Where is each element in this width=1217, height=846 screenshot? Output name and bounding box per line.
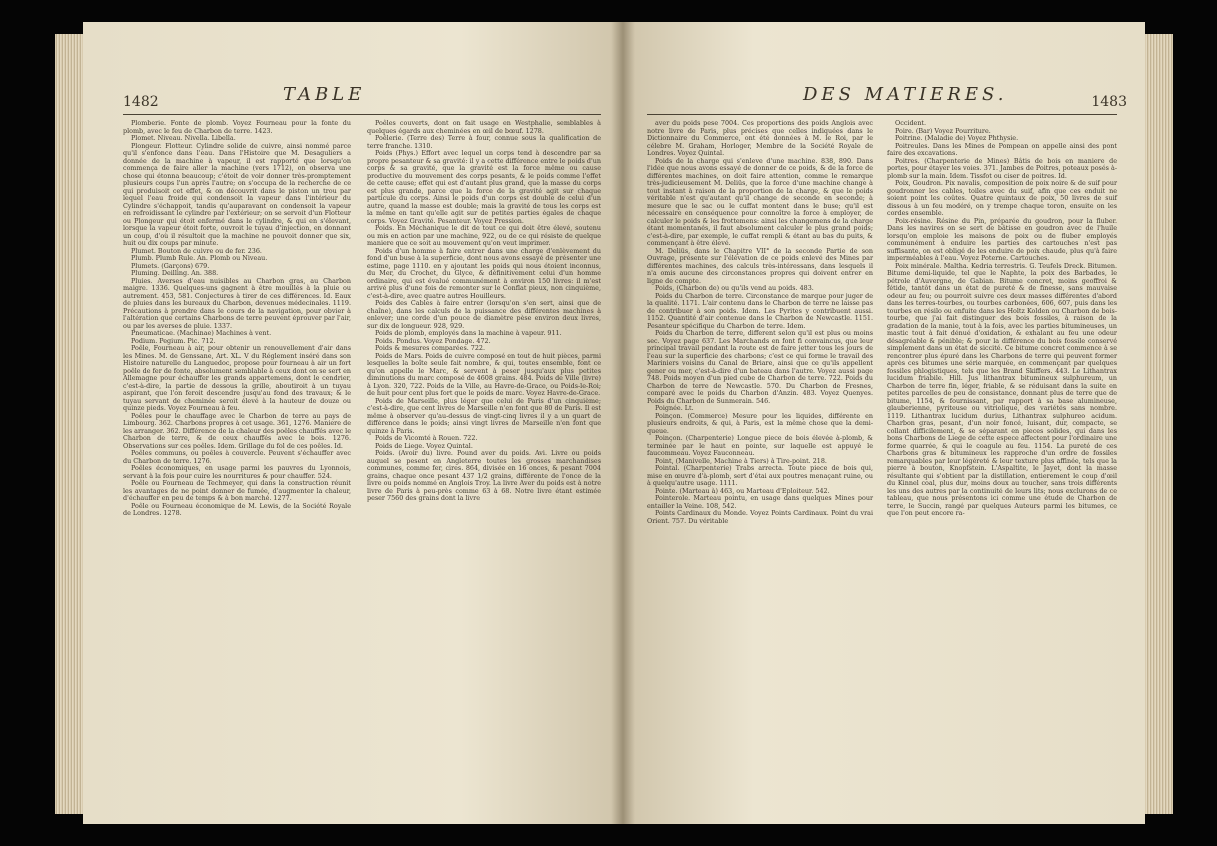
- index-entry: Poignée. Lt.: [655, 404, 694, 412]
- right-page-edges: [1143, 34, 1173, 814]
- index-entry: Poids de Marseille, plus léger que celui de Paris d'un cinquième; c'est-à-dire, que cent livres de Marseille n'en font que 80 de Paris. Il est même à observer qu'au-dessus de vingt-cinq livres il y a un quart de différence dans le poids; ainsi vingt livres de Marseille n'en font que quinze à Paris.: [367, 396, 601, 435]
- index-entry: Poêles couverts, dont on fait usage en Westphalie, semblables à quelques égards aux cheminées en œil de bœuf. 1278.: [367, 119, 601, 135]
- book-gutter: [611, 22, 635, 824]
- index-entry: Poix minérale. Maltha. Kedria terrestris. G. Teufels Dreck. Bitumen. Bitume demi-liquide, tel que le Naphte, la poix des Barbades, le pétrole d'Auvergne, de Gabian. Bitume concret, moins geoffroi & fétide, tantôt dans un état de pureté & de finesse, sans mauvaise odeur au feu; ou pourroit suivre ces deux masses différentes d'abord dans les terres-tourbes, ou tourbes carbonées, 606, 607, puis dans les tourbes en résilo ou enfuite dans les Holtz Kolden ou Charbon de bois-tourbe, que j'ai fait distinguer des bois fossiles, à raison de la gradation de la manie, tout à la fois, avec les parties bitumineuses, un mastic tout à fait dénué d'oxidation, & exhalant au feu une odeur désagréable & pénible; & pour la différence du bois fossile conservé simplement dans un état de siccité. Ce bitume concret commence à se rencontrer plus épuré dans les Charbons de terre qui peuvent former après ces bitumes une série marquée, en commençant par quelques fossiles phlogistiques, tels que les Brand Skiffers. 443. Le Lithantrax lucidum friabile. Hill. Jus lithantrax bitumineux sulphureum, un Charbon de terre fin, léger, friable, & se réduisant dans la suite en petites parcelles de peu de consistance, donnant plus de terre que de bitume, 1154, & fournissant, par rapport à sa base alumineuse, glauberienne, pyriteuse ou vitriolique, des variétés sans nombre. 1119. Lithantrax lucidum durius, Lithantrax sulphureo acidum. Charbon gras, pesant, d'un noir foncé, luisant, dur, compacte, se collant difficilement, & se séparant en pieces solides, qui dans les bons Charbons de Liege de cette espece affectent pour l'ordinaire une forme quarrée, & qui le coagule au feu. 1154. La pureté de ces Charbons gras & bitumineux les rapproche d'un ordre de fossiles remarquables par leur légéreté & leur texture plus affinée, tels que la pierre à bouton, Knopfstein. L'Aspaltite, le Jayet, dont la masse résultante qui s'obtient par la distillation, entierement le coup d'œil du Kinnel coal, plus dur, moins doux au toucher, sans trois différents les uns des autres par la continuité de leurs lits; nous exclurons de ce tableau, que nous présentons ici comme une étude de Charbon de terre, le Succin, rangé par quelques Auteurs parmi les bitumes, ce que l'on peut encore ra-: [887, 261, 1117, 517]
- index-entry: Poitres. (Charpenterie de Mines) Bâtis de bois en maniere de portes, pour étayer les voies. 371. Jambes de Poitres, poteaux posés à-plomb sur la main. Idem. Tissfot ou ciser de poitres. Id.: [887, 156, 1117, 180]
- index-entry: M. Deliüs, dans le Chapitre VII° de la seconde Partie de son Ouvrage, présente sur l'élévation de ce poids enlevé des Mines par différentes machines, des calculs très-intéressans, dans lesquels il n'a omis aucune des circonstances propres qui doivent entrer en ligne de compte.: [647, 246, 873, 285]
- index-entry: Pneumaticae. (Machinae) Machines à vent.: [131, 329, 272, 337]
- index-entry: Poids de la charge qui s'enleve d'une machine. 838, 890. Dans l'idée que nous avons essayé de donner de ce poids, & de la force de différentes machines, on doit faire attention, comme le remarque très-judicieusement M. Deliüs, que la force d'une machine change à tout instant à raison de la proportion de la charge, & que le poids véritable n'est qu'autant qu'il change de seconde en seconde; à mesure que le sac ou le cuffat montent dans le buse; qu'il est nécessaire en conséquence pour connoître la force à employer, de calculer le poids & les frottemens: ainsi les changemens de la charge étant momentanés, il faut absolument calculer le plus grand poids; c'est-à-dire, par exemple, le cuffat rempli & étant au bas du puits, & commençant à être élevé.: [647, 156, 873, 247]
- index-entry: Podium. Pegium. Pic. 712.: [131, 336, 216, 345]
- index-entry: Poids du Charbon de terre. Circonstance de marque pour juger de la qualité. 1171. L'air contenu dans le Charbon de terre ne laisse pas de contribuer à son poids. Idem. Les Pyrites y contribuent aussi. 1152. Quantité d'air contenue dans le Charbon de Newcastle. 1151. Pesanteur spécifique du Charbon de terre. Idem.: [647, 291, 873, 330]
- header-rule-right: [647, 114, 1117, 115]
- index-entry: Plumb. Plumb Rule. An. Plomb ou Niveau.: [131, 254, 268, 262]
- index-entry: Poids de Mars. Poids de cuivre composé en tout de huit pièces, parmi lesquelles la boîte seule fait nombre, & qui, toutes ensemble, font ce qu'on appelle le Marc, & servent à peser jusqu'aux plus petites diminutions du marc composé de 4608 grains. 484. Poids de Ville (livre) à Lyon. 320, 722. Poids de la Ville, au Havre-de-Grace, ou Poids-le-Roi; de huit pour cent plus fort que le poids de marc. Voyez Havre-de-Grace.: [367, 351, 601, 397]
- index-entry: Occident.: [895, 119, 927, 127]
- index-entry: Plumets. (Garçons) 679.: [131, 261, 210, 270]
- index-entry: Poids de Vicomté à Rouen. 722.: [375, 434, 478, 442]
- index-entry: Poids, (Charbon de) ou qu'ils vend au poids. 483.: [655, 284, 814, 292]
- header-rule-left: [123, 114, 601, 115]
- index-entry: Poids. (Avoir du) livre. Pound aver du poids. Avi. Livre ou poids auquel se pesent en Angleterre toutes les grosses marchandises communes, comme fer, cires. 864, divisée en 16 onces, & pesant 7004 grains, chaque once pesant 437 1/2 grains, différente de l'once de la livre ou poids nommé en Anglois Troy. La livre Aver du poids est à notre livre de Paris à peu-près comme 63 à 68. Notre livre étant estimée peser 7560 des grains dont la livre: [367, 449, 601, 502]
- index-entry: Plomberie. Fonte de plomb. Voyez Fourneau pour la fonte du plomb, avec le feu de Charbon de terre. 1423.: [123, 119, 351, 135]
- index-entry: Pointal. (Charpenterie) Trabs arrecta. Toute piece de bois qui, mise en œuvre d'à-plomb, sert d'étai aux poutres menaçant ruine, ou à quelqu'autre usage. 1111.: [647, 464, 873, 487]
- left-page-column-2: [367, 120, 601, 503]
- left-page: [83, 22, 623, 824]
- index-entry: Poêlerie. (Terre des) Terre à four, connue sous la qualification de terre franche. 1310.: [367, 134, 601, 150]
- index-entry: Poinçon. (Charpenterie) Longue piece de bois élevée à-plomb, & terminée par le haut en pointe, sur laquelle est appuyé le faucommeau. Voyez Fauconneau.: [647, 434, 873, 457]
- index-entry: Poids. En Méchanique le dit de tout ce qui doit être élevé, soutenu ou mis en action par une machine, 922, ou de ce qui résiste de quelque maniere que ce soit au mouvement qu'on veut imprimer.: [367, 224, 601, 247]
- index-entry: Poids d'un homme à faire entrer dans une charge d'enlèvement du fond d'un buse à la superficie, dont nous avons essayé de présenter une estime, page 1110. en y ajoutant les poids qui nous étoient inconnus, du Mer, du Crochet, du Glyce, & définitivement celui d'un homme ordinaire, qui est évalué communément à environ 150 livres: il m'est arrivé plus d'une fois de remonter sur le Conflat pieux, non cinquième, c'est-à-dire, avec quatre autres Houilleurs.: [367, 246, 601, 300]
- index-entry: Poêles communs, ou poêles à couvercle. Peuvent s'échauffer avec du Charbon de terre. 1276.: [123, 449, 351, 465]
- index-entry: Plongeur. Flotteur. Cylindre solide de cuivre, ainsi nommé parce qu'il s'enfonce dans l'eau. Dans l'Histoire que M. Desaguliers a donnée de la machine à vapeur, il est rapporté que lorsqu'on commença de faire aller la machine (vers 1712), on observa une chose qui étonna beaucoup; c'étoit de voir donner très-promptement plusieurs coups l'un après l'autre; on s'occupa de la recherche de ce qui produisoit cet effet, & on découvrit dans le piston un trou par lequel l'eau froide qui condensoit la vapeur dans l'intérieur du Cylindre s'échappoit, tandis qu'auparavant on condensoit la vapeur en refroidissant le cylindre par l'extérieur; on se servoit d'un Flotteur ou Plongeur qui étoit enfermé dans le cylindre, & qui en s'élevant, lorsque la vapeur étoit forte, ouvroit le tuyau d'injection, en donnant un coup, d'où il résultoit que la machine ne pouvoit donner que six, huit ou dix coups par minute.: [123, 141, 351, 247]
- index-entry: Poêles économiques, en usage parmi les pauvres du Lyonnois, servant à la fois pour cuire les nourritures & pour chauffer. 524.: [123, 464, 351, 480]
- page-number-right: 1483: [1091, 94, 1127, 110]
- index-entry: Pointerole. Marteau pointu, en usage dans quelques Mines pour entailler la Veine. 108, 542.: [647, 494, 873, 510]
- right-page-column-2: [887, 120, 1117, 518]
- index-entry: Poix-résine. Résine du Pin, préparée du goudron, pour la fluber. Dans les navires on se sert de bâtisse en goudron avec de l'huile lorsqu'on emploie les maisons de poix ou de fluber employés communément à enduire les parties des cartouches n'est pas suffisante, on est obligé de les enduire de poix chaude, plus qu'à faire imperméables à l'eau. Voyez Poterne. Cartouches.: [887, 216, 1117, 262]
- index-entry: Poêle ou Fourneau de Techmeyer, qui dans la construction réunit les avantages de ne point donner de fumée, d'augmenter la chaleur, d'échauffer en peu de temps & à bon marché. 1277.: [123, 479, 351, 502]
- index-entry: Poids du Charbon de terre, different selon qu'il est plus ou moins sec. Voyez page 637. Les Marchands en font fi convaincus, que leur principal travail pendant la route est de faire jetter tous les jours de l'eau sur la superficie des charbons; c'est ce qui forme le travail des Mariniers voisins du Canal de Briare, ainsi que ce qu'ils appellent gener ou mer, c'est-à-dire d'un bateau dans l'autre. Voyez aussi page 748. Poids moyen d'un pied cube de Charbon de terre. 722. Poids du Charbon de terre de Newcastle. 570. Du Charbon de Fresnes, comparé avec le poids du Charbon d'Anzin. 483. Voyez Quenyes. Poids du Charbon de Sunmerain. 546.: [647, 329, 873, 405]
- open-book: [55, 22, 1173, 824]
- index-entry: Poids de Liege. Voyez Quintal.: [375, 441, 473, 450]
- index-entry: Pluming. Deilling. An. 388.: [131, 269, 219, 277]
- index-entry: Points Cardinaux du Monde. Voyez Points Cardinaux. Point du vrai Orient. 757. Du véritable: [647, 509, 873, 525]
- index-entry: Poêles pour le chauffage avec le Charbon de terre au pays de Limbourg. 362. Charbons propres à cet usage. 361, 1276. Maniere de les arranger. 362. Différence de la chaleur des poêles chauffés avec le Charbon de terre, & de ceux chauffés avec le bois. 1276. Observations sur ces poêles. Idem. Grillage du fol de ces poêles. Id.: [123, 411, 351, 450]
- index-entry: Poêle ou Fourneau économique de M. Lewis, de la Société Royale de Londres. 1278.: [123, 501, 351, 517]
- index-entry: Poinçon. (Commerce) Mesure pour les liquides, différente en plusieurs endroits, & qui, à Paris, est la même chose que la demi-queue.: [647, 411, 873, 435]
- index-entry: Poitrine. (Maladie de) Voyez Phthysie.: [895, 134, 1019, 142]
- right-page-column-1: [647, 120, 873, 525]
- running-head-right: DES MATIERES.: [803, 84, 1008, 105]
- index-entry: Pointe. (Marteau à) 463, ou Marteau d'Eploiteur. 542.: [655, 486, 830, 495]
- running-head-left: TABLE: [283, 84, 366, 105]
- index-entry: Poire. (Bar) Voyez Pourriture.: [895, 126, 991, 135]
- index-entry: Poids & mesures comparées. 722.: [375, 344, 486, 352]
- index-entry: Poids (Phys.) Effort avec lequel un corps tend à descendre par sa propre pesanteur & sa gravité: il y a cette différence entre le poids d'un corps & sa gravité, que la gravité est la force même ou cause productive du mouvement des corps pesants, & le poids comme l'effet de cette cause; effet qui est d'autant plus grand, que la masse du corps est plus grande, parce que la force de la gravité agit sur chaque particule du corps. Ainsi le poids d'un corps est double de celui d'un autre, quand la masse est double; mais la gravité de tous les corps est la même en tant qu'elle agit sur de petites parties égales de chaque corps. Voyez Gravité. Pesanteur. Voyez Pression.: [367, 149, 601, 225]
- index-entry: Pluies. Averses d'eau nuisibles au Charbon gras, au Charbon maigre. 1336. Quelques-uns gagnent à être mouillés à la pluie ou autrement. 453, 581. Conjectures à tirer de ces différences. Id. Eaux de pluies dans les bureaux du Charbon, devenues médecinales. 1119. Précautions à prendre dans le cours de la navigation, pour obvier à l'altération que certains Charbons de terre peuvent éprouver par l'air, ou par les averses de pluie. 1337.: [123, 276, 351, 330]
- index-entry: Poitreules. Dans les Mines de Pompean on appelle ainsi des pont faire des excavations.: [887, 141, 1117, 157]
- index-entry: Poids de plomb, employés dans la machine à vapeur. 911.: [375, 329, 562, 337]
- right-page: [623, 22, 1145, 824]
- index-entry: Point, (Manivelle, Machine à Tiers) à Tire-point. 218.: [655, 456, 827, 465]
- left-page-column-1: [123, 120, 351, 518]
- index-entry: Poix, Goudron. Pix navalis, composition de poix noire & de suif pour goudronner les cables, toiles avec du suif, afin que ces enduit ne soient point les coûtes. Quatre quintaux de poix, 50 livres de suif dissous à un feu modéré, on y trempe chaque toron, ensuite on les cordes ensemble.: [887, 179, 1117, 217]
- index-entry: Poids. Pondus. Voyez Pondage. 472.: [375, 336, 491, 345]
- page-number-left: 1482: [123, 94, 159, 110]
- index-entry: Poids des Cables à faire entrer (lorsqu'on s'en sert, ainsi que de chaîne), dans les calculs de la puissance des différentes machines à enlever; une corde d'un pouce de diamètre pèse environ deux livres, sur dix de longueur. 928, 929.: [367, 299, 601, 330]
- index-entry: aver du poids pese 7004. Ces proportions des poids Anglois avec notre livre de Paris, plus précises que celles indiquées dans le Dictionnaire du Commerce, ont été données à M. le Roi, par le célebre M. Graham, Horloger, Membre de la Société Royale de Londres. Voyez Quintal.: [647, 119, 873, 157]
- index-entry: Plomet. Niveau. Nivella. Libella.: [131, 134, 236, 142]
- index-entry: Poêle, Fourneau à air, pour obtenir un renouvellement d'air dans les Mines. M. de Genssane, Art. XL. V du Réglement inséré dans son Histoire naturelle du Languedoc, propose pour fourneau à air un fort poêle de fer de fonte, absolument semblable à ceux dont on se sert en Allemagne pour échauffer les grands appartemens, dont le cendrier, c'est-à-dire, la partie de dessous la grille, aboutiroit à un tuyau aspirant, que l'on feroit descendre jusqu'au fond des travaux; & le tuyau servant de cheminée seroit élevé à la hauteur de douze ou quinze pieds. Voyez Fourneau à feu.: [123, 344, 351, 412]
- left-page-edges: [55, 34, 85, 814]
- index-entry: Plumet. Bouton de cuivre ou de fer. 236.: [131, 246, 262, 255]
